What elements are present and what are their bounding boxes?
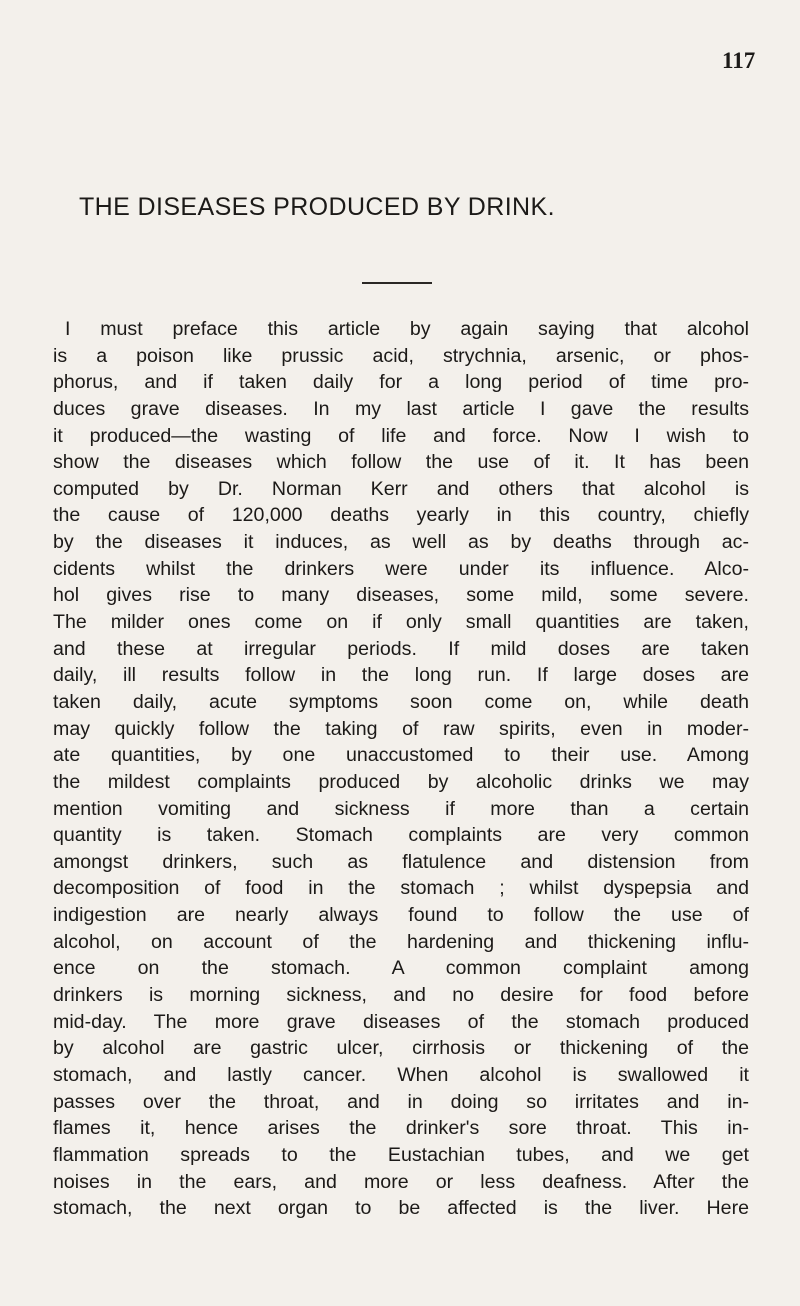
- body-line: alcohol, on account of the hardening and thickening influ-: [53, 930, 749, 953]
- body-line: amongst drinkers, such as flatulence and distension from: [53, 850, 749, 873]
- body-line: stomach, and lastly cancer. When alcohol is swallowed it: [53, 1063, 749, 1086]
- body-line: I must preface this article by again saying that alcohol: [65, 318, 749, 340]
- body-line: drinkers is morning sickness, and no desire for food before: [53, 984, 749, 1007]
- body-line: flames it, hence arises the drinker's sore throat. This in-: [53, 1117, 749, 1140]
- body-line: indigestion are nearly always found to follow the use of: [53, 904, 749, 927]
- body-line: quantity is taken. Stomach complaints are very common: [53, 824, 749, 847]
- body-line: decomposition of food in the stomach ; whilst dyspepsia and: [53, 877, 749, 900]
- body-line: computed by Dr. Norman Kerr and others that alcohol is: [53, 477, 749, 500]
- body-line: by alcohol are gastric ulcer, cirrhosis or thickening of the: [53, 1037, 749, 1060]
- title-divider: [362, 282, 432, 284]
- body-line: mention vomiting and sickness if more than a certain: [53, 797, 749, 820]
- body-line: by the diseases it induces, as well as by deaths through ac-: [53, 531, 749, 554]
- body-line: show the diseases which follow the use of it. It has been: [53, 451, 749, 474]
- article-title: THE DISEASES PRODUCED BY DRINK.: [79, 193, 555, 221]
- body-line: stomach, the next organ to be affected is the liver. Here: [53, 1197, 749, 1220]
- body-line: is a poison like prussic acid, strychnia, arsenic, or phos-: [53, 344, 749, 367]
- body-line: the cause of 120,000 deaths yearly in this country, chiefly: [53, 504, 749, 527]
- body-line: and these at irregular periods. If mild doses are taken: [53, 637, 749, 660]
- body-line: cidents whilst the drinkers were under its influence. Alco-: [53, 557, 749, 580]
- body-line: ence on the stomach. A common complaint among: [53, 957, 749, 980]
- body-line: ate quantities, by one unaccustomed to their use. Among: [53, 744, 749, 767]
- body-line: the mildest complaints produced by alcoholic drinks we may: [53, 770, 749, 793]
- body-line: hol gives rise to many diseases, some mild, some severe.: [53, 584, 749, 607]
- body-line: phorus, and if taken daily for a long period of time pro-: [53, 371, 749, 394]
- body-line: mid-day. The more grave diseases of the stomach produced: [53, 1010, 749, 1033]
- body-line: flammation spreads to the Eustachian tubes, and we get: [53, 1143, 749, 1166]
- body-line: it produced—the wasting of life and force. Now I wish to: [53, 424, 749, 447]
- body-line: may quickly follow the taking of raw spirits, even in moder-: [53, 717, 749, 740]
- page-number: 117: [722, 48, 756, 73]
- body-line: passes over the throat, and in doing so irritates and in-: [53, 1090, 749, 1113]
- body-line: daily, ill results follow in the long run. If large doses are: [53, 664, 749, 687]
- body-line: taken daily, acute symptoms soon come on, while death: [53, 690, 749, 713]
- body-line: duces grave diseases. In my last article I gave the results: [53, 397, 749, 420]
- article-body: [53, 316, 749, 1222]
- body-line: The milder ones come on if only small quantities are taken,: [53, 611, 749, 634]
- body-line: noises in the ears, and more or less deafness. After the: [53, 1170, 749, 1193]
